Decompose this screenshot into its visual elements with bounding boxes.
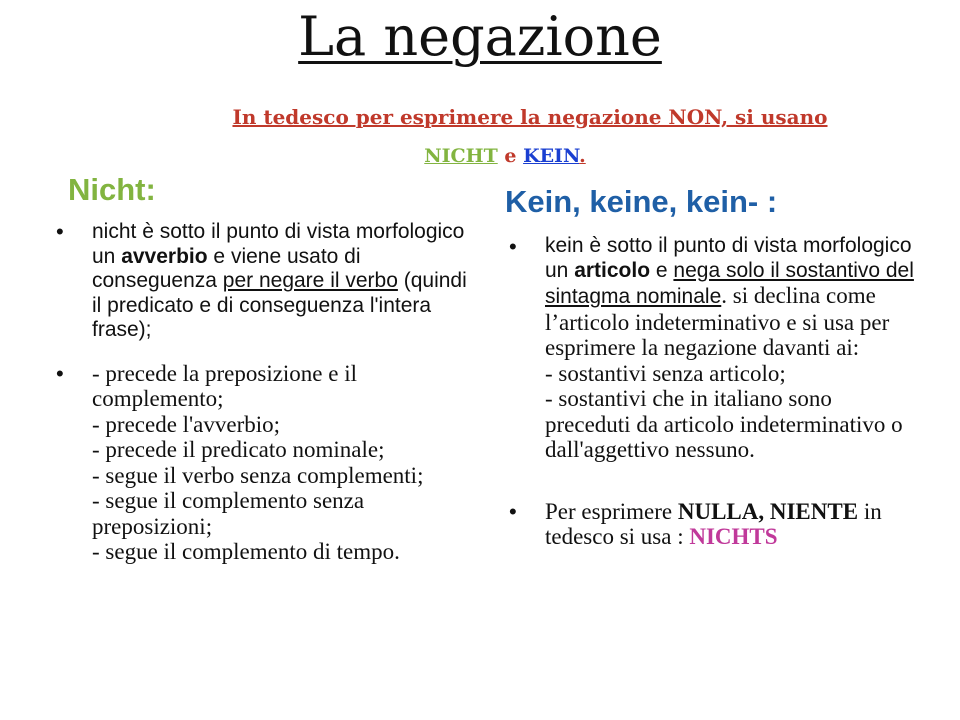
slide-title [0, 6, 960, 68]
right-bullet-2 [505, 499, 915, 550]
right-item1-line: - sostantivi che in italiano sono preceduti da articolo indeterminativo o dall'aggettivo nessuno. [545, 386, 903, 462]
bullet-icon: • [509, 234, 517, 259]
left-item1-underlined: per negare il verbo [222, 269, 398, 292]
right-item1-text1: kein è sotto il punto di vista morfologico un [545, 234, 912, 282]
right-item2-text2: in tedesco si usa : [545, 498, 882, 549]
left-item2-line: - segue il complemento di tempo. [92, 539, 400, 564]
right-item1-bold: articolo [574, 258, 651, 282]
bullet-icon: • [56, 360, 64, 386]
subtitle-kein: KEIN [523, 145, 580, 167]
right-column [505, 234, 915, 550]
subtitle-nicht: NICHT [424, 145, 498, 167]
left-item1-bold: avverbio [121, 244, 208, 268]
heading-kein: Kein, keine, kein- : [505, 184, 778, 219]
left-column [52, 220, 472, 565]
left-item1-text2: e viene usato di conseguenza [92, 244, 361, 292]
subtitle-line-1 [40, 104, 960, 130]
left-item2-line: - segue il verbo senza complementi; [92, 462, 424, 488]
right-item2-nichts: NICHTS [689, 524, 778, 549]
bullet-icon: • [509, 498, 517, 524]
right-item2-text1: Per esprimere [545, 498, 678, 524]
subtitle-period: . [579, 145, 586, 167]
left-bullet-2 [52, 361, 472, 565]
right-item1-text3: . si declina come l’articolo indeterminativo e si usa per esprimere la negazione davanti ai: [545, 283, 890, 360]
subtitle-text: In tedesco per esprimere la negazione NON, si usano [232, 105, 828, 129]
left-item1-text1: nicht è sotto il punto di vista morfologico un [92, 220, 465, 268]
left-item2-line: - precede la preposizione e il complemento; [92, 360, 358, 411]
slide-title-text: La negazione [298, 5, 662, 68]
subtitle-line-2 [0, 144, 960, 168]
left-item2-line: - precede il predicato nominale; [92, 437, 385, 462]
left-item1-text3: (quindi il predicato e di conseguenza l'intera frase); [92, 269, 467, 341]
left-item2-line: - precede l'avverbio; [92, 411, 281, 437]
subtitle-and: e [504, 145, 517, 167]
left-item2-line: - segue il complemento senza preposizioni; [92, 488, 365, 539]
right-item1-text2: e [650, 258, 674, 282]
right-item1-line: - sostantivi senza articolo; [545, 360, 786, 386]
right-bullet-1 [505, 234, 915, 463]
right-item2-bold: NULLA, NIENTE [677, 498, 859, 524]
left-bullet-1 [52, 220, 472, 343]
bullet-icon: • [56, 219, 64, 244]
heading-nicht: Nicht: [68, 172, 156, 207]
right-item1-underlined: nega solo il sostantivo del sintagma nominale [545, 258, 914, 308]
